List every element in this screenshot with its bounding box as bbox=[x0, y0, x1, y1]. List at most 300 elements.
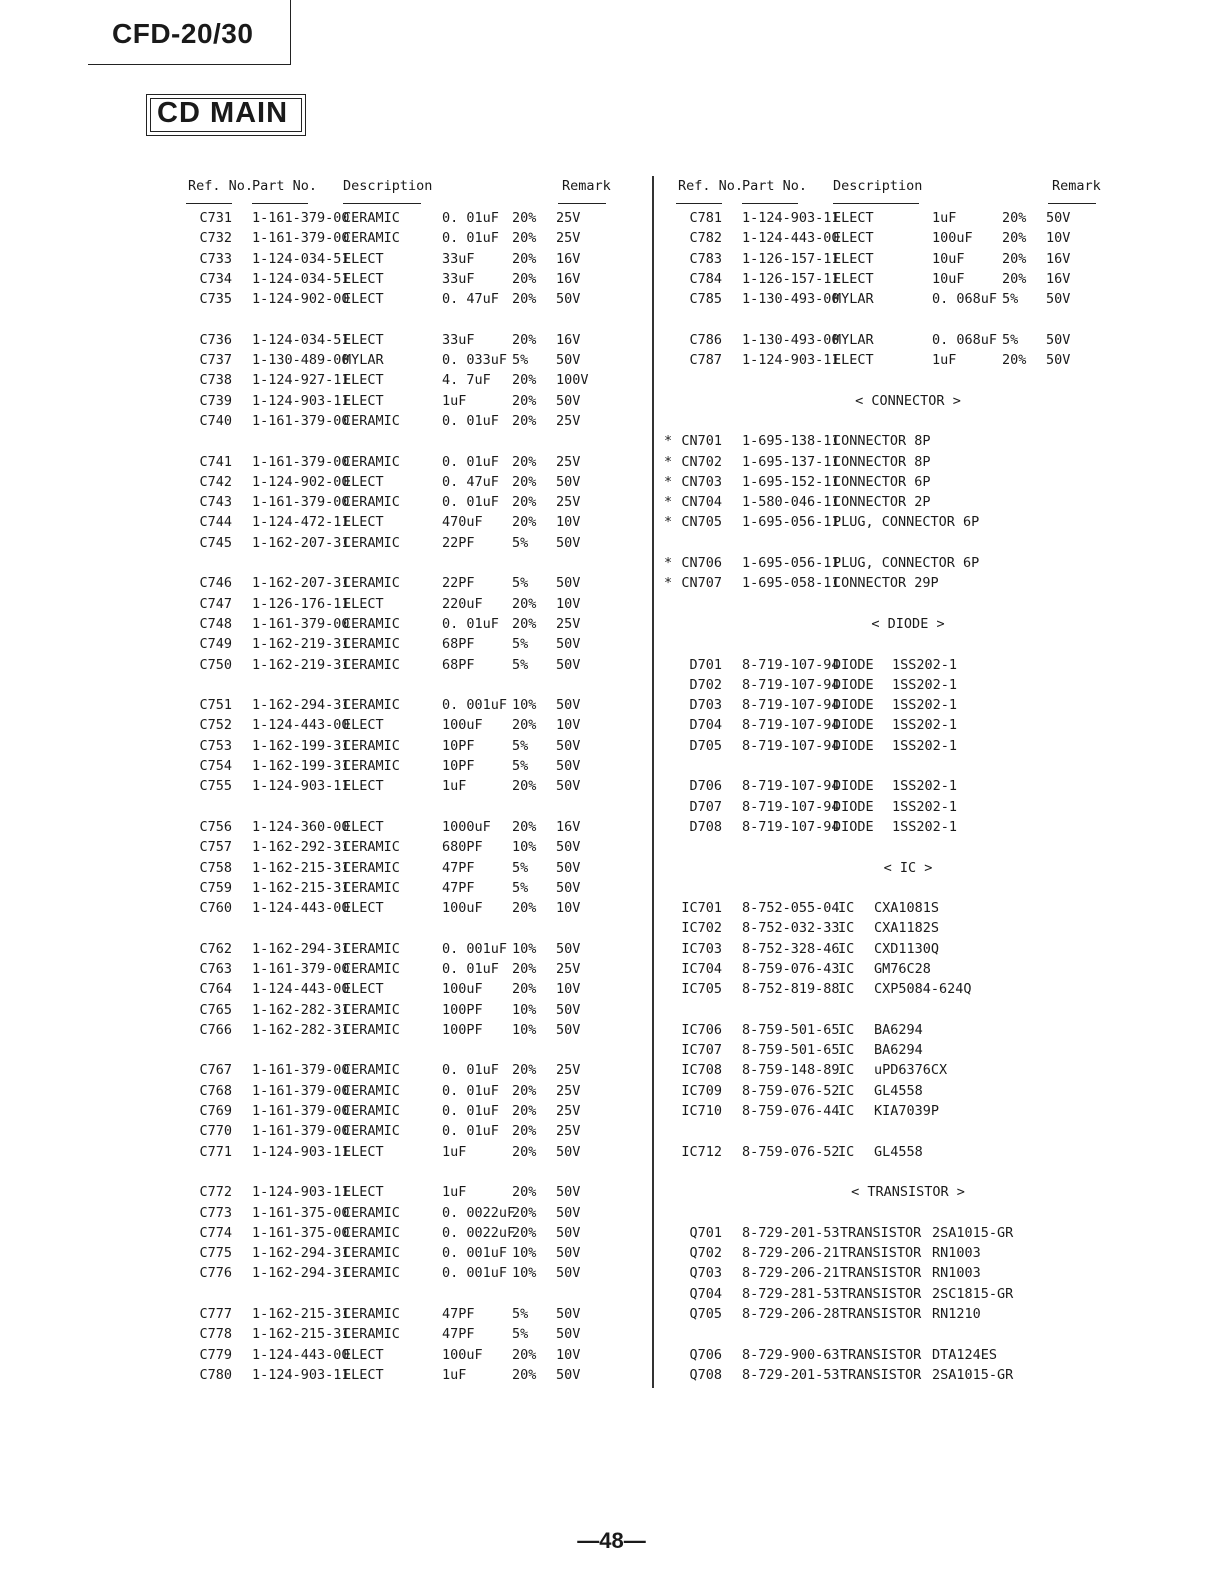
voltage: 25V bbox=[556, 615, 581, 632]
part-no: 1-162-215-31 bbox=[252, 859, 350, 876]
description: CERAMIC bbox=[343, 839, 400, 856]
ref-no: C754 bbox=[199, 758, 232, 775]
tolerance: 20% bbox=[512, 1366, 537, 1383]
ref-no: C744 bbox=[199, 514, 232, 531]
part-no: 1-124-443-00 bbox=[252, 717, 350, 734]
description: IC bbox=[838, 981, 855, 998]
ref-no: C750 bbox=[199, 656, 232, 673]
value: 0. 47uF bbox=[442, 473, 499, 490]
ref-no: IC705 bbox=[681, 981, 722, 998]
voltage: 50V bbox=[556, 879, 581, 896]
voltage: 16V bbox=[1046, 270, 1071, 287]
part-no: 1-162-207-31 bbox=[252, 534, 350, 551]
part-no: 1-161-375-00 bbox=[252, 1204, 350, 1221]
ref-no: C762 bbox=[199, 940, 232, 957]
part-row bbox=[676, 1345, 1100, 1365]
value: 22PF bbox=[442, 534, 475, 551]
part-no: 1-162-199-31 bbox=[252, 737, 350, 754]
description: MYLAR bbox=[343, 352, 384, 369]
tolerance: 5% bbox=[512, 656, 529, 673]
model-no: 1SS202-1 bbox=[892, 737, 958, 754]
part-row bbox=[676, 695, 1100, 715]
part-no: 8-759-076-43 bbox=[742, 960, 840, 977]
value: 100uF bbox=[442, 1346, 483, 1363]
voltage: 50V bbox=[556, 940, 581, 957]
tolerance: 20% bbox=[512, 778, 537, 795]
description: ELECT bbox=[833, 270, 874, 287]
header-rule bbox=[558, 203, 606, 204]
part-row bbox=[676, 269, 1100, 289]
description: TRANSISTOR bbox=[840, 1306, 922, 1323]
part-no: 8-719-107-94 bbox=[742, 697, 840, 714]
ref-no: C786 bbox=[689, 331, 722, 348]
part-no: 8-759-148-89 bbox=[742, 1062, 840, 1079]
ref-no: Q704 bbox=[689, 1285, 722, 1302]
ref-no: CN706 bbox=[681, 555, 722, 572]
value: 0. 001uF bbox=[442, 1245, 508, 1262]
model-title: CFD-20/30 bbox=[112, 18, 254, 49]
tolerance: 20% bbox=[512, 1204, 537, 1221]
part-row bbox=[186, 1345, 610, 1365]
row-spacer bbox=[186, 918, 610, 938]
part-row bbox=[676, 979, 1100, 999]
part-no: 1-124-360-00 bbox=[252, 818, 350, 835]
description: DIODE bbox=[833, 778, 874, 795]
model-no: RN1210 bbox=[932, 1306, 981, 1323]
header-desc: Description bbox=[343, 178, 433, 194]
row-spacer bbox=[676, 756, 1100, 776]
part-no: 1-124-903-11 bbox=[252, 1143, 350, 1160]
ref-no: C780 bbox=[199, 1366, 232, 1383]
value: 100PF bbox=[442, 1021, 483, 1038]
ref-no: C742 bbox=[199, 473, 232, 490]
new-part-mark: * bbox=[664, 433, 673, 450]
ref-no: C768 bbox=[199, 1082, 232, 1099]
value: 0. 068uF bbox=[932, 331, 998, 348]
part-no: 1-695-056-11 bbox=[742, 514, 840, 531]
part-row bbox=[676, 228, 1100, 248]
description: TRANSISTOR bbox=[840, 1265, 922, 1282]
part-row bbox=[186, 249, 610, 269]
voltage: 25V bbox=[556, 1103, 581, 1120]
part-row bbox=[186, 1060, 610, 1080]
description: CERAMIC bbox=[343, 1326, 400, 1343]
row-spacer bbox=[186, 797, 610, 817]
part-row bbox=[676, 1365, 1100, 1385]
ref-no: C770 bbox=[199, 1123, 232, 1140]
part-no: 1-161-379-00 bbox=[252, 412, 350, 429]
value: 47PF bbox=[442, 879, 475, 896]
description: DIODE bbox=[833, 676, 874, 693]
ref-no: C784 bbox=[689, 270, 722, 287]
new-part-mark: * bbox=[664, 575, 673, 592]
part-no: 1-695-138-11 bbox=[742, 433, 840, 450]
voltage: 50V bbox=[556, 697, 581, 714]
part-row bbox=[186, 492, 610, 512]
tolerance: 20% bbox=[512, 717, 537, 734]
part-row bbox=[664, 452, 1100, 472]
tolerance: 5% bbox=[512, 758, 529, 775]
part-row bbox=[186, 736, 610, 756]
right-parts-list bbox=[664, 208, 1100, 1385]
ref-no: IC701 bbox=[681, 900, 722, 917]
part-no: 8-719-107-94 bbox=[742, 818, 840, 835]
description: ELECT bbox=[833, 250, 874, 267]
part-row bbox=[186, 614, 610, 634]
part-no: 1-580-046-11 bbox=[742, 494, 840, 511]
value: 0. 47uF bbox=[442, 291, 499, 308]
ref-no: C738 bbox=[199, 372, 232, 389]
description: ELECT bbox=[343, 1143, 384, 1160]
ref-no: CN707 bbox=[681, 575, 722, 592]
part-no: 1-124-034-51 bbox=[252, 250, 350, 267]
part-no: 1-124-903-11 bbox=[252, 1184, 350, 1201]
tolerance: 20% bbox=[512, 1082, 537, 1099]
part-no: 1-695-058-11 bbox=[742, 575, 840, 592]
ref-no: C772 bbox=[199, 1184, 232, 1201]
description: DIODE bbox=[833, 818, 874, 835]
tolerance: 5% bbox=[512, 879, 529, 896]
model-no: GM76C28 bbox=[874, 960, 931, 977]
part-no: 1-161-379-00 bbox=[252, 615, 350, 632]
ref-no: C785 bbox=[689, 291, 722, 308]
part-no: 1-161-379-00 bbox=[252, 1103, 350, 1120]
model-no: 1SS202-1 bbox=[892, 697, 958, 714]
voltage: 16V bbox=[556, 331, 581, 348]
row-spacer bbox=[676, 878, 1100, 898]
part-no: 8-719-107-94 bbox=[742, 778, 840, 795]
left-parts-list bbox=[186, 208, 610, 1385]
tolerance: 5% bbox=[512, 352, 529, 369]
part-row bbox=[186, 594, 610, 614]
header-remark: Remark bbox=[1052, 178, 1101, 194]
part-no: 1-161-375-00 bbox=[252, 1224, 350, 1241]
description: TRANSISTOR bbox=[840, 1366, 922, 1383]
part-no: 1-126-157-11 bbox=[742, 250, 840, 267]
description: CERAMIC bbox=[343, 879, 400, 896]
part-no: 1-124-903-11 bbox=[742, 352, 840, 369]
header-remark: Remark bbox=[562, 178, 611, 194]
description: CERAMIC bbox=[343, 1021, 400, 1038]
description: IC bbox=[838, 1042, 855, 1059]
tolerance: 20% bbox=[1002, 230, 1027, 247]
part-row bbox=[186, 512, 610, 532]
ref-no: IC708 bbox=[681, 1062, 722, 1079]
part-row bbox=[676, 1020, 1100, 1040]
ref-no: C741 bbox=[199, 453, 232, 470]
voltage: 10V bbox=[556, 595, 581, 612]
part-row bbox=[676, 350, 1100, 370]
part-no: 1-161-379-00 bbox=[252, 960, 350, 977]
ref-no: D707 bbox=[689, 798, 722, 815]
column-divider bbox=[652, 176, 654, 1388]
voltage: 50V bbox=[556, 534, 581, 551]
new-part-mark: * bbox=[664, 453, 673, 470]
value: 10PF bbox=[442, 737, 475, 754]
description: CERAMIC bbox=[343, 737, 400, 754]
voltage: 50V bbox=[556, 1326, 581, 1343]
part-row bbox=[186, 1182, 610, 1202]
part-row bbox=[676, 208, 1100, 228]
part-no: 1-124-472-11 bbox=[252, 514, 350, 531]
row-spacer bbox=[676, 837, 1100, 857]
value: 1uF bbox=[442, 1366, 467, 1383]
description: IC bbox=[838, 1143, 855, 1160]
tolerance: 20% bbox=[512, 453, 537, 470]
part-no: 8-759-501-65 bbox=[742, 1021, 840, 1038]
part-no: 1-162-294-31 bbox=[252, 1245, 350, 1262]
header-part: Part No. bbox=[742, 178, 808, 194]
voltage: 10V bbox=[556, 900, 581, 917]
part-row bbox=[186, 289, 610, 309]
tolerance: 20% bbox=[512, 412, 537, 429]
description: IC bbox=[838, 940, 855, 957]
part-row bbox=[676, 1081, 1100, 1101]
part-no: 8-729-206-21 bbox=[742, 1245, 840, 1262]
ref-no: C769 bbox=[199, 1103, 232, 1120]
description: CERAMIC bbox=[343, 1306, 400, 1323]
row-spacer bbox=[676, 1203, 1100, 1223]
part-row bbox=[676, 1101, 1100, 1121]
model-no: 1SS202-1 bbox=[892, 717, 958, 734]
ref-no: D702 bbox=[689, 676, 722, 693]
part-row bbox=[676, 939, 1100, 959]
model-no: KIA7039P bbox=[874, 1103, 940, 1120]
part-no: 1-124-902-00 bbox=[252, 291, 350, 308]
ref-no: IC704 bbox=[681, 960, 722, 977]
part-row bbox=[186, 858, 610, 878]
description: ELECT bbox=[343, 818, 384, 835]
value: 1uF bbox=[932, 210, 957, 226]
voltage: 50V bbox=[556, 1366, 581, 1383]
part-no: 1-162-282-31 bbox=[252, 1021, 350, 1038]
tolerance: 20% bbox=[512, 372, 537, 389]
row-spacer bbox=[186, 431, 610, 451]
part-row bbox=[676, 797, 1100, 817]
part-no: 1-124-903-11 bbox=[742, 210, 840, 226]
ref-no: C757 bbox=[199, 839, 232, 856]
value: 0. 01uF bbox=[442, 615, 499, 632]
voltage: 50V bbox=[1046, 210, 1071, 226]
model-no: uPD6376CX bbox=[874, 1062, 948, 1079]
ref-no: Q702 bbox=[689, 1245, 722, 1262]
row-spacer bbox=[186, 1284, 610, 1304]
voltage: 50V bbox=[556, 1204, 581, 1221]
value: 0. 001uF bbox=[442, 940, 508, 957]
value: 47PF bbox=[442, 1306, 475, 1323]
ref-no: CN704 bbox=[681, 494, 722, 511]
description: CERAMIC bbox=[343, 1123, 400, 1140]
tolerance: 5% bbox=[512, 534, 529, 551]
voltage: 50V bbox=[556, 1021, 581, 1038]
ref-no: IC712 bbox=[681, 1143, 722, 1160]
model-no: 1SS202-1 bbox=[892, 798, 958, 815]
part-row bbox=[676, 1223, 1100, 1243]
description: ELECT bbox=[343, 372, 384, 389]
part-no: 1-124-443-00 bbox=[252, 900, 350, 917]
tolerance: 10% bbox=[512, 940, 537, 957]
description: ELECT bbox=[343, 1184, 384, 1201]
part-no: 8-752-055-04 bbox=[742, 900, 840, 917]
part-no: 1-124-903-11 bbox=[252, 778, 350, 795]
part-row bbox=[186, 817, 610, 837]
part-row bbox=[186, 228, 610, 248]
part-no: 1-130-493-00 bbox=[742, 331, 840, 348]
part-no: 1-695-137-11 bbox=[742, 453, 840, 470]
description: ELECT bbox=[833, 210, 874, 226]
part-row bbox=[676, 918, 1100, 938]
part-no: 8-759-076-52 bbox=[742, 1082, 840, 1099]
value: 470uF bbox=[442, 514, 483, 531]
description: CERAMIC bbox=[343, 575, 400, 592]
ref-no: C775 bbox=[199, 1245, 232, 1262]
description: PLUG, CONNECTOR 6P bbox=[833, 514, 980, 531]
ref-no: D705 bbox=[689, 737, 722, 754]
ref-no: IC706 bbox=[681, 1021, 722, 1038]
ref-no: C758 bbox=[199, 859, 232, 876]
new-part-mark: * bbox=[664, 494, 673, 511]
part-no: 1-162-215-31 bbox=[252, 1326, 350, 1343]
part-row bbox=[186, 634, 610, 654]
tolerance: 5% bbox=[512, 1306, 529, 1323]
ref-no: C766 bbox=[199, 1021, 232, 1038]
value: 33uF bbox=[442, 250, 475, 267]
description: MYLAR bbox=[833, 331, 874, 348]
description: CONNECTOR 2P bbox=[833, 494, 931, 511]
ref-no: Q708 bbox=[689, 1366, 722, 1383]
part-row bbox=[186, 350, 610, 370]
ref-no: CN703 bbox=[681, 473, 722, 490]
description: CERAMIC bbox=[343, 210, 400, 226]
ref-no: IC709 bbox=[681, 1082, 722, 1099]
ref-no: C764 bbox=[199, 981, 232, 998]
header-rule bbox=[186, 203, 232, 204]
part-row bbox=[676, 1263, 1100, 1283]
header-rule bbox=[252, 203, 308, 204]
model-no: 1SS202-1 bbox=[892, 778, 958, 795]
part-no: 8-729-201-53 bbox=[742, 1366, 840, 1383]
ref-no: C745 bbox=[199, 534, 232, 551]
description: ELECT bbox=[343, 291, 384, 308]
header-ref: Ref. No. bbox=[188, 178, 254, 194]
model-no: 2SC1815-GR bbox=[932, 1285, 1014, 1302]
description: CERAMIC bbox=[343, 615, 400, 632]
ref-no: C767 bbox=[199, 1062, 232, 1079]
header-rule bbox=[742, 203, 798, 204]
part-row bbox=[664, 472, 1100, 492]
voltage: 50V bbox=[556, 1143, 581, 1160]
voltage: 25V bbox=[556, 960, 581, 977]
ref-no: CN705 bbox=[681, 514, 722, 531]
row-spacer bbox=[676, 370, 1100, 390]
part-no: 1-124-443-00 bbox=[252, 1346, 350, 1363]
description: DIODE bbox=[833, 798, 874, 815]
description: ELECT bbox=[343, 1366, 384, 1383]
ref-no: C739 bbox=[199, 392, 232, 409]
ref-no: D706 bbox=[689, 778, 722, 795]
tolerance: 20% bbox=[512, 595, 537, 612]
description: ELECT bbox=[343, 270, 384, 287]
voltage: 50V bbox=[556, 1001, 581, 1018]
part-no: 8-729-900-63 bbox=[742, 1346, 840, 1363]
description: MYLAR bbox=[833, 291, 874, 308]
description: ELECT bbox=[343, 717, 384, 734]
row-spacer bbox=[186, 553, 610, 573]
part-no: 1-162-292-31 bbox=[252, 839, 350, 856]
value: 100uF bbox=[442, 717, 483, 734]
description: CERAMIC bbox=[343, 453, 400, 470]
part-row bbox=[186, 1203, 610, 1223]
part-row bbox=[664, 512, 1100, 532]
ref-no: C751 bbox=[199, 697, 232, 714]
part-no: 1-695-056-11 bbox=[742, 555, 840, 572]
ref-no: C787 bbox=[689, 352, 722, 369]
ref-no: C749 bbox=[199, 636, 232, 653]
part-no: 1-162-199-31 bbox=[252, 758, 350, 775]
ref-no: C733 bbox=[199, 250, 232, 267]
part-no: 8-752-032-33 bbox=[742, 920, 840, 937]
description: IC bbox=[838, 920, 855, 937]
ref-no: CN701 bbox=[681, 433, 722, 450]
value: 0. 01uF bbox=[442, 412, 499, 429]
part-row bbox=[186, 330, 610, 350]
part-row bbox=[676, 776, 1100, 796]
model-no: 1SS202-1 bbox=[892, 676, 958, 693]
ref-no: C778 bbox=[199, 1326, 232, 1343]
part-row bbox=[676, 1243, 1100, 1263]
part-row bbox=[676, 249, 1100, 269]
description: CERAMIC bbox=[343, 412, 400, 429]
value: 0. 01uF bbox=[442, 1103, 499, 1120]
model-no: BA6294 bbox=[874, 1021, 923, 1038]
part-row bbox=[676, 675, 1100, 695]
header-part: Part No. bbox=[252, 178, 318, 194]
description: CERAMIC bbox=[343, 758, 400, 775]
part-no: 8-752-328-46 bbox=[742, 940, 840, 957]
part-no: 8-729-201-53 bbox=[742, 1224, 840, 1241]
voltage: 25V bbox=[556, 1062, 581, 1079]
value: 0. 01uF bbox=[442, 210, 499, 226]
voltage: 10V bbox=[556, 514, 581, 531]
ref-no: C771 bbox=[199, 1143, 232, 1160]
part-no: 1-162-207-31 bbox=[252, 575, 350, 592]
part-no: 1-161-379-00 bbox=[252, 1123, 350, 1140]
ref-no: C735 bbox=[199, 291, 232, 308]
model-no: GL4558 bbox=[874, 1143, 923, 1160]
description: CERAMIC bbox=[343, 697, 400, 714]
value: 10PF bbox=[442, 758, 475, 775]
tolerance: 20% bbox=[512, 210, 537, 226]
tolerance: 5% bbox=[1002, 331, 1019, 348]
part-row bbox=[676, 736, 1100, 756]
part-row bbox=[186, 1121, 610, 1141]
header-rule bbox=[676, 203, 722, 204]
part-row bbox=[186, 1020, 610, 1040]
part-no: 8-719-107-94 bbox=[742, 737, 840, 754]
voltage: 50V bbox=[556, 352, 581, 369]
tolerance: 20% bbox=[512, 1103, 537, 1120]
description: CERAMIC bbox=[343, 1001, 400, 1018]
voltage: 50V bbox=[556, 778, 581, 795]
part-no: 8-759-501-65 bbox=[742, 1042, 840, 1059]
value: 1uF bbox=[442, 1143, 467, 1160]
description: CONNECTOR 6P bbox=[833, 473, 931, 490]
value: 10uF bbox=[932, 250, 965, 267]
part-row bbox=[664, 573, 1100, 593]
ref-no: C731 bbox=[199, 210, 232, 226]
part-row bbox=[186, 655, 610, 675]
header-desc: Description bbox=[833, 178, 923, 194]
